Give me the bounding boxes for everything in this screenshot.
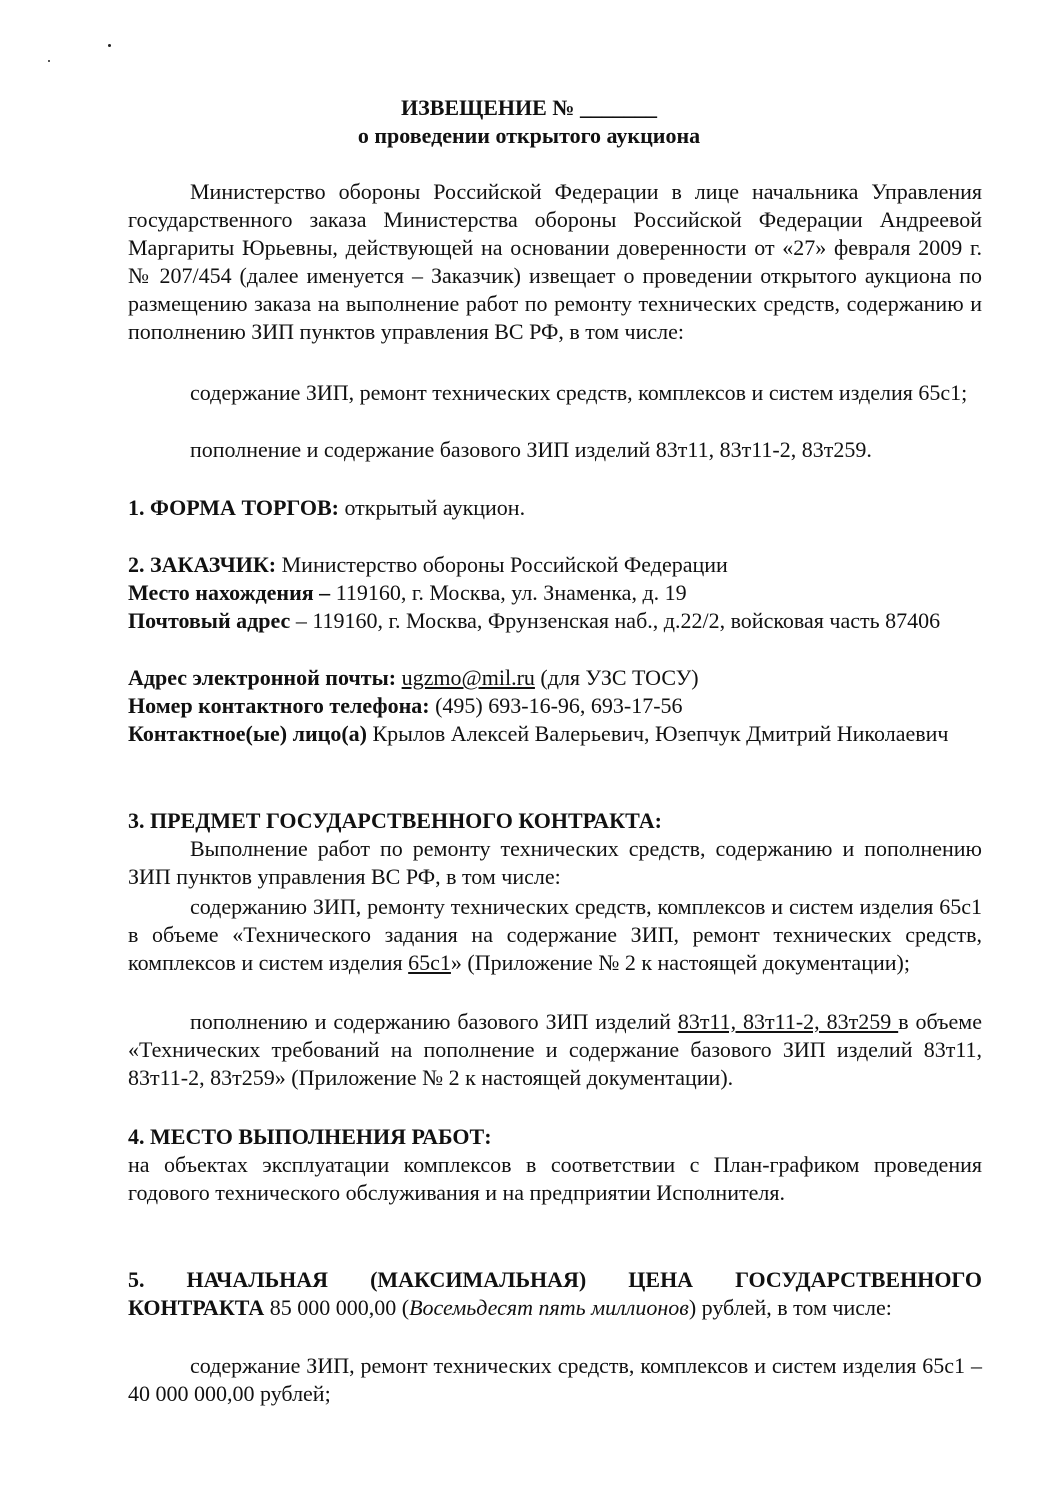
section-2-heading-line — [128, 551, 982, 579]
customer-email: Адрес электронной почты: ugzmo@mil.ru (для УЗС ТОСУ) — [128, 665, 699, 690]
section-5-item-1: содержание ЗИП, ремонт технических средств, комплексов и систем изделия 65с1 – 40 000 000,00 рублей; — [128, 1353, 982, 1406]
email-link[interactable]: ugzmo@mil.ru — [401, 665, 535, 690]
customer-name: Министерство обороны Российской Федерации — [276, 552, 728, 577]
section-1 — [128, 494, 982, 522]
section-3-heading: 3. ПРЕДМЕТ ГОСУДАРСТВЕННОГО КОНТРАКТА: — [128, 808, 662, 833]
intro-item-2: пополнение и содержание базового ЗИП изделий 83т11, 83т11-2, 83т259. — [190, 437, 872, 462]
intro-paragraph: Министерство обороны Российской Федерации в лице начальника Управления государственного заказа Министерства обороны Российской Федерации Андреевой Маргариты Юрьевны, действующей на основании доверенности от «27» февраля 2009 г. № 207/454 (далее именуется – Заказчик) извещает о проведении открытого аукциона по размещению заказа на выполнение работ по ремонту технических средств, содержанию и пополнению ЗИП пунктов управления ВС РФ, в том числе: — [128, 179, 982, 344]
customer-phone: Номер контактного телефона: (495) 693-16-96, 693-17-56 — [128, 693, 683, 718]
section-3-item-1: содержанию ЗИП, ремонту технических средств, комплексов и систем изделия 65с1 в объеме «Технического задания на содержание ЗИП, ремонт технических средств, комплексов и систем изделия 65с1» (Приложение № 2 к настоящей документации); — [128, 894, 982, 975]
intro-item-1: содержание ЗИП, ремонт технических средств, комплексов и систем изделия 65с1; — [190, 380, 968, 405]
section-3-paragraph: Выполнение работ по ремонту технических средств, содержанию и пополнению ЗИП пунктов управления ВС РФ, в том числе: — [128, 836, 982, 889]
section-3-item-2: пополнению и содержанию базового ЗИП изделий 83т11, 83т11-2, 83т259 в объеме «Технических требований на пополнение и содержание базового ЗИП изделий 83т11, 83т11-2, 83т259» (Приложение № 2 к настоящей документации). — [128, 1009, 982, 1090]
customer-location: Место нахождения – 119160, г. Москва, ул. Знаменка, д. 19 — [128, 580, 687, 605]
section-4-paragraph: на объектах эксплуатации комплексов в соответствии с План-графиком проведения годового технического обслуживания и на предприятии Исполнителя. — [128, 1152, 982, 1205]
section-5-price: КОНТРАКТА 85 000 000,00 (Восемьдесят пять миллионов) рублей, в том числе: — [128, 1295, 892, 1320]
scan-speck — [108, 44, 111, 47]
section-2-heading: 2. ЗАКАЗЧИК: — [128, 552, 277, 577]
scan-speck — [48, 60, 50, 62]
section-1-value: открытый аукцион. — [338, 495, 526, 520]
customer-contact-persons: Контактное(ые) лицо(а) Крылов Алексей Валерьевич, Юзепчук Дмитрий Николаевич — [128, 721, 949, 746]
section-4-heading: 4. МЕСТО ВЫПОЛНЕНИЯ РАБОТ: — [128, 1124, 492, 1149]
section-5-heading: 5. НАЧАЛЬНАЯ (МАКСИМАЛЬНАЯ) ЦЕНА ГОСУДАРСТВЕННОГО — [128, 1267, 982, 1292]
section-1-heading: 1. ФОРМА ТОРГОВ: — [128, 495, 339, 520]
document-title: ИЗВЕЩЕНИЕ № _______ — [401, 95, 657, 120]
customer-postal-address: Почтовый адрес – 119160, г. Москва, Фрунзенская наб., д.22/2, войсковая часть 87406 — [128, 608, 941, 633]
document-subtitle: о проведении открытого аукциона — [357, 123, 701, 148]
